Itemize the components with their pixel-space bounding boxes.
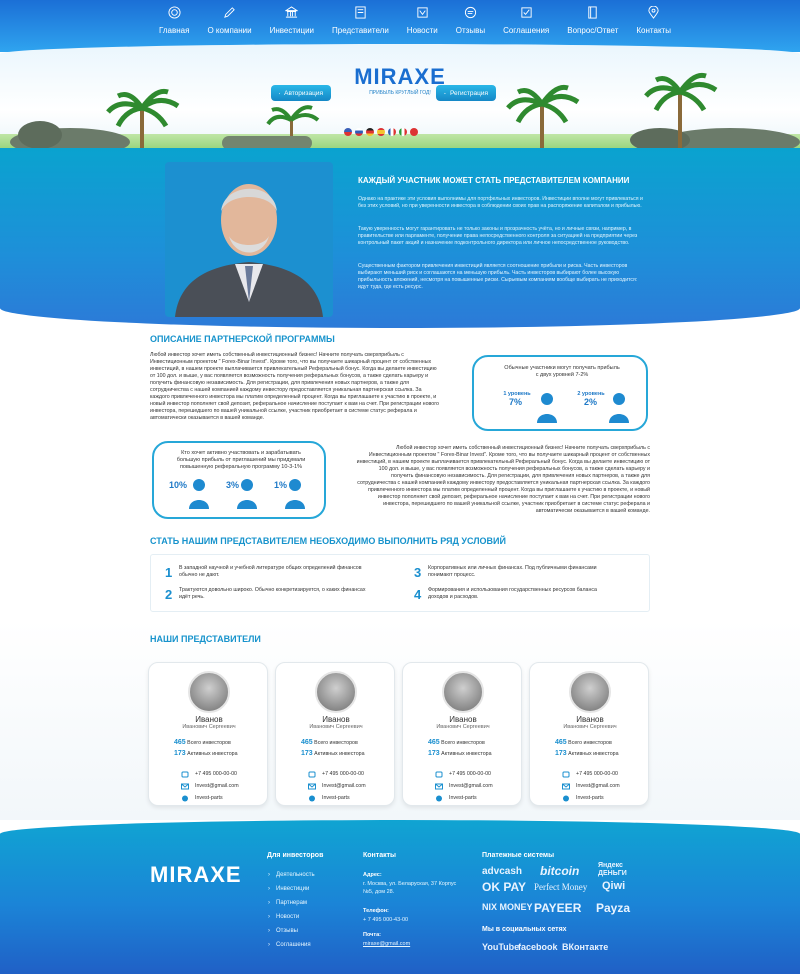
checklist-icon [520,6,533,19]
payment-logo-bitcoin: bitcoin [540,864,580,878]
rep-total-investors [555,739,612,746]
stat-label: Всего инвесторов [568,740,612,746]
social-youtube-icon[interactable]: YouTube [482,942,520,952]
stat-value: 173 [555,750,567,757]
login-label: Авторизация [284,89,323,97]
certificate-icon [354,6,367,19]
nav-item-reviews[interactable] [447,6,494,35]
skype-icon [435,795,443,802]
stat-value: 465 [174,739,186,746]
condition-text: Корпоративных или личных финансах. Под публичными финансами понимают процесс. [428,565,597,578]
user-icon [608,391,630,423]
conditions-title: СТАТЬ НАШИМ ПРЕДСТАВИТЕЛЕМ НЕОБХОДИМО ВЫПОЛНИТЬ РЯД УСЛОВИЙ [150,536,506,546]
avatar [442,671,484,713]
newspaper-icon [416,6,429,19]
stat-label: Активных инвестора [568,751,619,757]
lock-icon [279,90,280,97]
footer-address-label: Адрес: [363,872,382,878]
rep-active-investors [301,750,365,757]
intro-paragraph: Однако на практике эти условия выполнимы для портфельных инвесторов. Инвестиции вполне могут привлекаться и без этих условий, но при уверенности инвестора в соблюдении своих прав на распоряжение капиталом и прибылью. [358,196,643,209]
rep-skype[interactable] [435,794,477,802]
phone-icon [562,771,570,778]
partner-text: Любой инвестор хочет иметь собственный инвестиционный бизнес! Начните получать сверхприбыль с Инвестиционным проектом " Forex-Binar Invest". Кроме того, что вы получаете шикарный процент от собственных инвестиций, в нашем проекте выплачивается привлекательный Реферальный бонус. Когда вы делаете инвестицию от 100 дол. и выше, у вас появляется возможность получения реферальных бонусов, а также сделать карьеру и получить финансовую независимость. Для регистрации, для привлечения новых партнеров, а также для сотрудничества с нашей компанией каждому инвестору предоставляется уникальная партнерская ссылка. За каждого привлеченного инвестора мы платим определенный процент. Когда вы приглашаете к участию в проекте, и новый инвестор пополняет свой депозит, реферальное начисление поступает к вам на счет. При регистрации нового инвестора, перешедшего по вашей уникальной ссылке, участник приобретает в системе статус реферала и автоматически оказывается в вашей команде. [356,445,650,514]
flag-cn-icon[interactable] [410,128,418,136]
phone-icon [181,771,189,778]
stat-value: 465 [555,739,567,746]
phone-text: +7 495 000-00-00 [576,771,618,777]
level-label: 2 уровень [577,391,605,397]
phone-text: +7 495 000-00-00 [449,771,491,777]
representative-card[interactable] [402,662,522,806]
condition-number: 2 [165,587,173,602]
user-icon [236,477,258,509]
referral-box-heading: Обычные участники могут получать прибыль с двух уровней 7-2% [504,365,620,378]
email-text: Invest@gmail.com [576,783,620,789]
footer-mail-label: Почта: [363,932,381,938]
nav-label: Новости [406,26,438,35]
nav-label: Вопрос/Ответ [567,26,619,35]
rep-phone[interactable] [181,770,237,778]
nav-label: Соглашения [503,26,550,35]
flag-ru-icon[interactable] [355,128,363,136]
email-text: Invest@gmail.com [195,783,239,789]
rep-skype[interactable] [308,794,350,802]
stat-label: Всего инвесторов [314,740,358,746]
payment-logo-qiwi: Qiwi [602,880,626,892]
rep-total-investors [301,739,358,746]
avatar [188,671,230,713]
stat-value: 173 [301,750,313,757]
footer-phone-label: Телефон: [363,908,389,914]
nav-item-news[interactable] [398,6,447,35]
rep-active-investors [555,750,619,757]
footer-logo[interactable]: MIRAXE [150,862,242,887]
phone-icon [308,771,316,778]
map-pin-icon [647,6,660,19]
mail-icon [562,783,570,790]
flag-us-icon[interactable] [344,128,352,136]
logo[interactable] [340,64,460,96]
referral-box-heading: Кто хочет активно участвовать и зарабатывать большую прибыль от приглашений мы придумали повышенную реферальную программу 10-3-1% [176,450,306,470]
flag-de-icon[interactable] [366,128,374,136]
palm-tree-illustration [0,70,320,156]
palm-tree-illustration [480,62,800,156]
stat-label: Активных инвестора [187,751,238,757]
representative-card[interactable] [529,662,649,806]
logo-text: MIRAXE [354,64,446,89]
businessman-photo [165,162,333,317]
user-icon [284,477,306,509]
stat-value: 173 [428,750,440,757]
footer [0,820,800,974]
level-label: 1 уровень [503,391,531,397]
rep-total-investors [428,739,485,746]
footer-address: г. Москва, ул. Беларуская, 37 Корпус №5, дом 28. [363,881,457,895]
representatives-section [0,620,800,820]
nav-label: Контакты [636,26,671,35]
rep-patronymic: Иванович Сергеевич [436,724,490,730]
level-percent: 1% [274,480,288,490]
avatar [315,671,357,713]
mail-icon [181,783,189,790]
nav-label: О компании [207,26,252,35]
rep-patronymic: Иванович Сергеевич [563,724,617,730]
nav-item-contacts[interactable] [627,6,680,35]
mail-icon [308,783,316,790]
user-icon [536,391,558,423]
footer-link[interactable]: › Инвестиции [268,886,309,892]
nav-item-home[interactable] [150,6,198,35]
skype-icon [308,795,316,802]
rep-phone[interactable] [308,770,364,778]
partner-title: ОПИСАНИЕ ПАРТНЕРСКОЙ ПРОГРАММЫ [150,334,335,344]
rep-active-investors [428,750,492,757]
condition-text: Трактуются довольно широко. Обычно конкретизируется, о каких финансах идёт речь. [179,587,366,600]
referral-box-advanced [152,441,326,519]
nav-item-representatives[interactable] [323,6,398,35]
nav-label: Отзывы [455,26,486,35]
footer-investors-title: Для инвесторов [267,852,324,859]
nav-item-investments[interactable] [261,6,323,35]
nav-item-faq[interactable] [558,6,627,35]
rep-name: Иванов [322,715,350,724]
skype-text: Invest-parts [195,795,223,801]
rep-email[interactable] [308,782,366,790]
rep-phone[interactable] [435,770,491,778]
email-text: Invest@gmail.com [449,783,493,789]
nav-label: Представители [332,26,389,35]
condition-text: Формирования и использования государственных ресурсов баланса доходов и расходов. [428,587,598,600]
rep-skype[interactable] [181,794,223,802]
chat-icon [464,6,477,19]
rep-name: Иванов [195,715,223,724]
skype-text: Invest-parts [449,795,477,801]
payment-logo-yandex: Яндекс ДЕНЬГИ [598,862,627,877]
footer-phone[interactable]: + 7 495 000-43-00 [363,917,409,923]
stat-value: 173 [174,750,186,757]
level-percent: 2% [584,397,598,407]
rep-name: Иванов [576,715,604,724]
social-vk-icon[interactable]: ВКонтакте [562,942,609,952]
stat-value: 465 [428,739,440,746]
nav-label: Инвестиции [269,26,315,35]
level-percent: 3% [226,480,240,490]
nav-item-about[interactable] [198,6,260,35]
target-icon [168,6,181,19]
footer-link[interactable]: › Соглашения [268,942,311,948]
stat-value: 465 [301,739,313,746]
pencil-icon [223,6,236,19]
rep-total-investors [174,739,231,746]
avatar [569,671,611,713]
condition-text: В западной научной и учебной литературе общих определений финансов обычно не дают. [179,565,362,578]
representative-card[interactable] [148,662,268,806]
rep-email[interactable] [562,782,620,790]
footer-mail[interactable]: miraxe@gmail.com [363,941,411,947]
footer-link[interactable]: › Отзывы [268,928,298,934]
skype-text: Invest-parts [322,795,350,801]
flag-it-icon[interactable] [399,128,407,136]
bank-icon [285,6,298,19]
rep-patronymic: Иванович Сергеевич [309,724,363,730]
footer-contacts-title: Контакты [363,852,397,859]
phone-text: +7 495 000-00-00 [322,771,364,777]
nav-item-agreements[interactable] [494,6,558,35]
stat-label: Всего инвесторов [187,740,231,746]
stat-label: Всего инвесторов [441,740,485,746]
representatives-title: НАШИ ПРЕДСТАВИТЕЛИ [150,634,261,644]
footer-payment-title: Платежные системы [482,852,555,859]
nav-menu [150,6,680,35]
payment-logo-nixmoney: NIX MONEY [482,902,533,912]
conditions-list [150,554,650,612]
rep-phone[interactable] [562,770,618,778]
login-button[interactable] [271,85,331,101]
intro-paragraph: Такую уверенность могут гарантировать не только законы и прозрачность учёта, но и личные связи, например, в правительстве или парламенте, получение права непосредственного контроля за ситуацией на предприятии через контрольный пакет акций и назначение подконтрольного директора или личное непосредственное руководство. [358,226,638,246]
skype-icon [562,795,570,802]
condition-number: 1 [165,565,173,580]
footer-social-title: Мы в социальных сетях [482,926,567,933]
condition-number: 3 [414,565,422,580]
rep-patronymic: Иванович Сергеевич [182,724,236,730]
user-icon [188,477,210,509]
representative-card[interactable] [275,662,395,806]
rep-skype[interactable] [562,794,604,802]
nav-label: Главная [159,26,190,35]
condition-number: 4 [414,587,422,602]
referral-box-basic [472,355,648,431]
language-switcher [344,128,418,136]
skype-icon [181,795,189,802]
flag-fr-icon[interactable] [388,128,396,136]
payment-logo-payeer: PAYEER [534,901,582,915]
skype-text: Invest-parts [576,795,604,801]
payment-logo-advcash: advcash [482,866,523,877]
intro-title: КАЖДЫЙ УЧАСТНИК МОЖЕТ СТАТЬ ПРЕДСТАВИТЕЛЕМ КОМПАНИИ [358,176,630,185]
stat-label: Активных инвестора [441,751,492,757]
email-text: Invest@gmail.com [322,783,366,789]
footer-link[interactable]: › Партнерам [268,900,307,906]
social-facebook-icon[interactable]: facebook [518,942,558,952]
partner-text: Любой инвестор хочет иметь собственный инвестиционный бизнес! Начните получать сверхприбыль с Инвестиционным проектом " Forex-Binar Invest". Кроме того, что вы получаете шикарный процент от собственных инвестиций, в нашем проекте выплачивается привлекательный Реферальный бонус. Когда вы делаете инвестицию от 100 дол. и выше, у вас появляется возможность получения реферальных бонусов, а также сделать карьеру и получить финансовую независимость. Для регистрации, для привлечения новых партнеров, а также для сотрудничества с нашей компанией каждому инвестору предоставляется уникальная партнерская ссылка. За каждого привлеченного инвестора мы платим определенный процент. Когда вы приглашаете к участию в проекте, и новый инвестор пополняет свой депозит, реферальное начисление поступает к вам на счет. При регистрации нового инвестора, перешедшего по вашей уникальной ссылке, участник приобретает в системе статус реферала и автоматически оказывается в вашей команде. [150,352,439,421]
level-percent: 7% [509,397,523,407]
phone-text: +7 495 000-00-00 [195,771,237,777]
footer-link[interactable]: › Новости [268,914,299,920]
rep-name: Иванов [449,715,477,724]
rep-email[interactable] [181,782,239,790]
stat-label: Активных инвестора [314,751,365,757]
level-percent: 10% [169,480,188,490]
mail-icon [435,783,443,790]
payment-logo-payza: Payza [596,901,631,915]
flag-es-icon[interactable] [377,128,385,136]
register-label: Регистрация [450,89,488,97]
phone-icon [435,771,443,778]
slogan: ПРИБЫЛЬ КРУГЛЫЙ ГОД! [369,90,431,96]
payment-logo-perfect-money: Perfect Money [534,882,588,892]
intro-paragraph: Существенным фактором привлечения инвестиций является соотношение прибыли и риска. Часть инвесторов выбирают меньший риск и соглашаются на меньшую прибыль. Часть инвесторов выбирают более высокую прибыльность вложений, несмотря на повышенные риски. Сырьевым компаниям вообще выбирать не приходится: идут туда, где есть ресурс. [358,263,638,290]
payment-logo-okpay: OK PAY [482,880,527,894]
book-icon [586,6,599,19]
rep-active-investors [174,750,238,757]
rep-email[interactable] [435,782,493,790]
footer-link[interactable]: › Деятельность [268,872,315,878]
